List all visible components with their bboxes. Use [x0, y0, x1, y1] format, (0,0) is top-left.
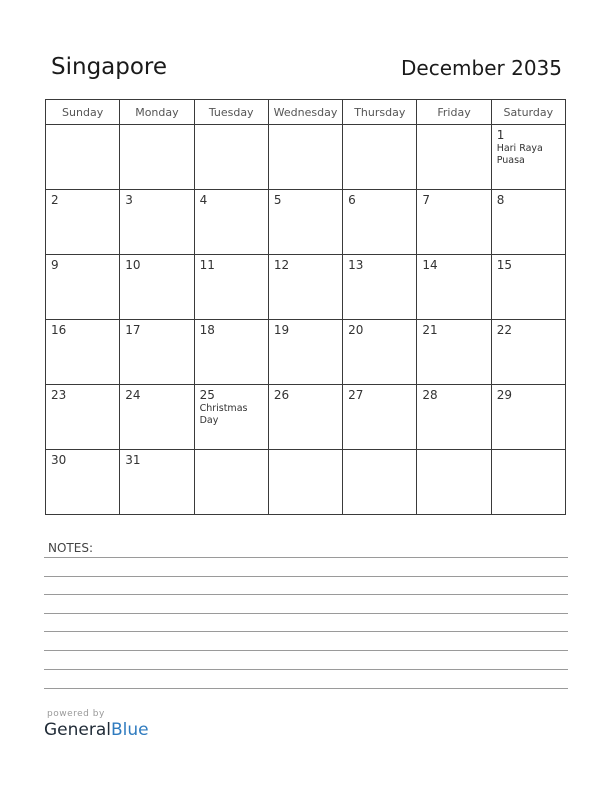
day-cell [268, 450, 342, 515]
calendar-grid [45, 99, 566, 515]
day-cell [120, 450, 194, 515]
day-cell [417, 125, 491, 190]
day-cell [417, 320, 491, 385]
powered-by-text: powered by [47, 709, 105, 719]
weekday-thursday: Thursday [343, 100, 417, 125]
day-number: 26 [273, 388, 290, 402]
day-cell [46, 255, 120, 320]
note-line [44, 669, 568, 670]
note-line [44, 631, 568, 632]
brand-logo [44, 720, 149, 740]
day-cell [120, 125, 194, 190]
day-cell [194, 320, 268, 385]
weekday-tuesday: Tuesday [194, 100, 268, 125]
day-cell [46, 450, 120, 515]
day-number: 10 [125, 258, 141, 272]
day-cell [268, 320, 342, 385]
day-cell [46, 125, 120, 190]
day-number: 15 [496, 258, 512, 272]
note-line [44, 594, 568, 595]
day-cell [268, 190, 342, 255]
week-row [46, 320, 566, 385]
day-cell [46, 320, 120, 385]
day-number: 24 [125, 388, 141, 402]
day-number: 31 [125, 453, 141, 467]
note-line [44, 613, 568, 614]
day-cell [417, 255, 491, 320]
day-number: 19 [273, 323, 290, 337]
day-cell [120, 190, 194, 255]
day-number: 13 [348, 258, 364, 272]
week-row [46, 255, 566, 320]
day-number: 8 [496, 193, 505, 207]
weekday-header-row [46, 100, 566, 125]
day-number: 23 [51, 388, 67, 402]
day-cell [343, 450, 417, 515]
week-row [46, 125, 566, 190]
day-number: 28 [422, 388, 438, 402]
day-number: 29 [496, 388, 512, 402]
weekday-friday: Friday [417, 100, 491, 125]
week-row [46, 190, 566, 255]
day-cell [491, 320, 565, 385]
month-year-title: December 2035 [401, 56, 562, 80]
day-cell [194, 255, 268, 320]
holiday-label: Christmas Day [199, 403, 248, 426]
day-cell [194, 450, 268, 515]
day-cell [46, 385, 120, 450]
day-cell [120, 385, 194, 450]
day-cell [268, 125, 342, 190]
country-title: Singapore [51, 54, 168, 80]
day-number: 21 [422, 323, 438, 337]
day-number: 4 [199, 193, 208, 207]
day-cell [268, 255, 342, 320]
day-number: 9 [51, 258, 59, 272]
day-cell [491, 190, 565, 255]
note-line [44, 688, 568, 689]
day-cell [194, 125, 268, 190]
day-cell [491, 450, 565, 515]
holiday-label: Hari Raya Puasa [496, 143, 543, 166]
brand-second: Blue [111, 720, 149, 740]
note-line [44, 557, 568, 558]
day-number: 14 [422, 258, 438, 272]
day-number: 20 [348, 323, 364, 337]
weekday-monday: Monday [120, 100, 194, 125]
day-number: 22 [496, 323, 512, 337]
brand-first: General [44, 720, 111, 740]
day-cell [194, 385, 268, 450]
day-cell [343, 385, 417, 450]
day-number: 6 [348, 193, 356, 207]
day-cell [268, 385, 342, 450]
weekday-wednesday: Wednesday [268, 100, 342, 125]
day-number: 2 [51, 193, 59, 207]
day-number: 1 [496, 128, 505, 142]
day-cell [417, 450, 491, 515]
day-cell [194, 190, 268, 255]
day-number: 16 [51, 323, 67, 337]
day-cell [343, 255, 417, 320]
day-number: 5 [273, 193, 282, 207]
day-number: 18 [199, 323, 215, 337]
day-cell [343, 190, 417, 255]
day-number: 12 [273, 258, 290, 272]
day-number: 7 [422, 193, 431, 207]
day-cell [417, 190, 491, 255]
day-number: 3 [125, 193, 133, 207]
notes-label: NOTES: [48, 541, 93, 555]
day-cell [417, 385, 491, 450]
weekday-sunday: Sunday [46, 100, 120, 125]
day-cell [120, 320, 194, 385]
note-line [44, 650, 568, 651]
day-cell [46, 190, 120, 255]
day-number: 27 [348, 388, 364, 402]
day-number: 17 [125, 323, 141, 337]
weekday-saturday: Saturday [491, 100, 565, 125]
day-cell [343, 320, 417, 385]
day-number: 25 [199, 388, 215, 402]
day-cell [491, 125, 565, 190]
day-cell [120, 255, 194, 320]
day-cell [491, 385, 565, 450]
note-line [44, 576, 568, 577]
day-number: 11 [199, 258, 215, 272]
day-number: 30 [51, 453, 67, 467]
week-row [46, 450, 566, 515]
day-cell [491, 255, 565, 320]
day-cell [343, 125, 417, 190]
week-row [46, 385, 566, 450]
